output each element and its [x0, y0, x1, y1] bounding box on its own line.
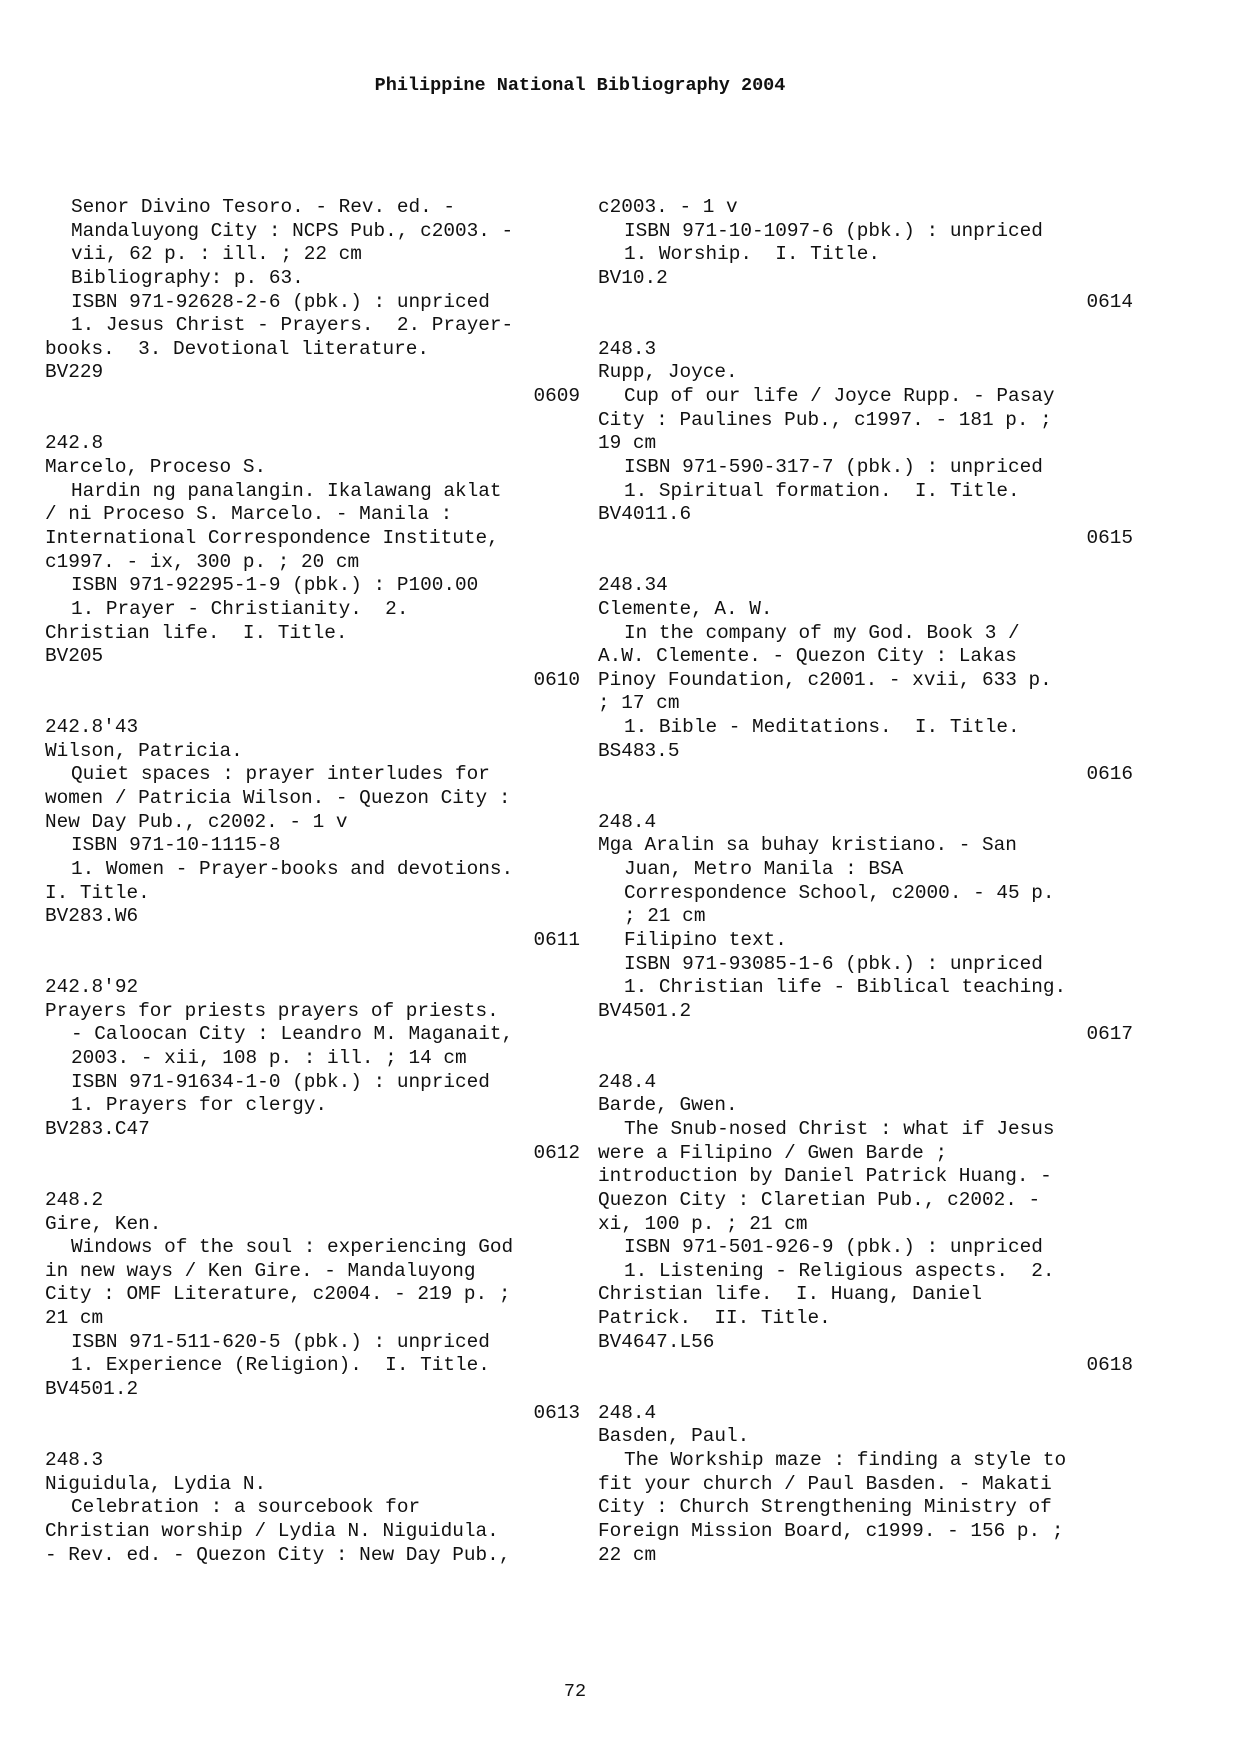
bibliography-line: 1. Worship. I. Title.: [624, 243, 880, 266]
left-column: [45, 196, 580, 1567]
entry-number: 0614: [1086, 290, 1133, 313]
bibliography-line: City : Church Strengthening Ministry of: [598, 1496, 1052, 1519]
bibliography-line: Quezon City : Claretian Pub., c2002. -: [598, 1188, 1041, 1211]
bibliography-line: Patrick. II. Title.: [598, 1307, 831, 1330]
entry-number: 0609: [533, 385, 580, 408]
bibliography-line: in new ways / Ken Gire. - Mandaluyong: [45, 1259, 476, 1282]
bibliography-line: The Workship maze : finding a style to: [624, 1448, 1067, 1471]
bibliography-line: New Day Pub., c2002. - 1 v: [45, 810, 348, 833]
bibliography-line: Marcelo, Proceso S.: [45, 456, 267, 479]
bibliography-line: Windows of the soul : experiencing God: [71, 1236, 514, 1259]
bibliography-line: introduction by Daniel Patrick Huang. -: [598, 1165, 1052, 1188]
bibliography-line: [45, 692, 580, 716]
entry-number: 0617: [1086, 1023, 1133, 1046]
bibliography-line: Prayers for priests prayers of priests.: [45, 999, 499, 1022]
bibliography-line: Christian life. I. Huang, Daniel: [598, 1283, 982, 1306]
bibliography-line: 1. Prayers for clergy.: [71, 1094, 327, 1117]
bibliography-line: Christian life. I. Title.: [45, 621, 348, 644]
bibliography-line: - Caloocan City : Leandro M. Maganait,: [71, 1023, 514, 1046]
bibliography-line: 1. Christian life - Biblical teaching.: [624, 976, 1067, 999]
entry-number: 0613: [533, 1401, 580, 1424]
bibliography-line: Hardin ng panalangin. Ikalawang aklat: [71, 479, 502, 502]
bibliography-line: 242.8'43: [45, 716, 139, 739]
bibliography-line: [598, 787, 1133, 811]
bibliography-line: Wilson, Patricia.: [45, 739, 243, 762]
bibliography-line: 19 cm: [598, 432, 657, 455]
bibliography-line: I. Title.: [45, 881, 150, 904]
bibliography-line: 242.8: [45, 432, 104, 455]
entry-number: 0615: [1086, 526, 1133, 549]
bibliography-line: International Correspondence Institute,: [45, 526, 499, 549]
bibliography-line: c1997. - ix, 300 p. ; 20 cm: [45, 550, 360, 573]
bibliography-line: Niguidula, Lydia N.: [45, 1472, 267, 1495]
bibliography-line: women / Patricia Wilson. - Quezon City :: [45, 787, 511, 810]
bibliography-line: Celebration : a sourcebook for: [71, 1496, 421, 1519]
bibliography-line: ISBN 971-501-926-9 (pbk.) : unpriced: [624, 1236, 1043, 1259]
bibliography-line: ISBN 971-10-1097-6 (pbk.) : unpriced: [624, 219, 1043, 242]
page-number: 72: [563, 1681, 587, 1702]
bibliography-line: ISBN 971-511-620-5 (pbk.) : unpriced: [71, 1330, 490, 1353]
bibliography-line: 248.3: [45, 1448, 104, 1471]
bibliography-line: 242.8'92: [45, 976, 139, 999]
bibliography-line: 1. Experience (Religion). I. Title.: [71, 1354, 490, 1377]
bibliography-line: City : OMF Literature, c2004. - 219 p. ;: [45, 1283, 511, 1306]
bibliography-line: BV283.W6: [45, 905, 139, 928]
bibliography-line: ISBN 971-92295-1-9 (pbk.) : P100.00: [71, 574, 479, 597]
bibliography-line: ISBN 971-91634-1-0 (pbk.) : unpriced: [71, 1070, 490, 1093]
bibliography-line: ISBN 971-10-1115-8: [71, 834, 281, 857]
bibliography-line: Clemente, A. W.: [598, 597, 773, 620]
entry-number: 0618: [1086, 1354, 1133, 1377]
bibliography-line: Cup of our life / Joyce Rupp. - Pasay: [624, 385, 1055, 408]
bibliography-line: Correspondence School, c2000. - 45 p.: [624, 881, 1055, 904]
bibliography-line: Juan, Metro Manila : BSA: [624, 857, 904, 880]
bibliography-line: [598, 1047, 1133, 1071]
entry-number: 0616: [1086, 763, 1133, 786]
bibliography-line: Bibliography: p. 63.: [71, 266, 304, 289]
bibliography-line: 248.4: [598, 1401, 657, 1424]
bibliography-line: ; 21 cm: [624, 905, 706, 928]
entry-number: 0610: [533, 668, 580, 691]
bibliography-line: BV4501.2: [598, 999, 692, 1022]
bibliography-line: 1. Prayer - Christianity. 2.: [71, 597, 409, 620]
bibliography-line: In the company of my God. Book 3 /: [624, 621, 1020, 644]
bibliography-line: xi, 100 p. ; 21 cm: [598, 1212, 808, 1235]
bibliography-line: ; 17 cm: [598, 692, 680, 715]
bibliography-line: [45, 409, 580, 433]
bibliography-line: 1. Listening - Religious aspects. 2.: [624, 1259, 1055, 1282]
bibliography-line: City : Paulines Pub., c1997. - 181 p. ;: [598, 408, 1052, 431]
bibliography-line: 1. Spiritual formation. I. Title.: [624, 479, 1020, 502]
bibliography-line: - Rev. ed. - Quezon City : New Day Pub.,: [45, 1543, 511, 1566]
bibliography-line: books. 3. Devotional literature.: [45, 337, 429, 360]
page-title: Philippine National Bibliography 2004: [374, 75, 786, 96]
bibliography-line: BS483.5: [598, 739, 680, 762]
bibliography-line: 248.2: [45, 1188, 104, 1211]
bibliography-line: Barde, Gwen.: [598, 1094, 738, 1117]
bibliography-line: BV229: [45, 361, 104, 384]
bibliography-line: BV10.2: [598, 266, 668, 289]
bibliography-line: The Snub-nosed Christ : what if Jesus: [624, 1117, 1055, 1140]
entry-number: 0612: [533, 1141, 580, 1164]
bibliography-line: fit your church / Paul Basden. - Makati: [598, 1472, 1052, 1495]
right-column: [598, 196, 1133, 1567]
bibliography-line: Mandaluyong City : NCPS Pub., c2003. -: [71, 219, 514, 242]
bibliography-line: Foreign Mission Board, c1999. - 156 p. ;: [598, 1519, 1064, 1542]
bibliography-line: ISBN 971-92628-2-6 (pbk.) : unpriced: [71, 290, 490, 313]
bibliography-line: Quiet spaces : prayer interludes for: [71, 763, 490, 786]
bibliography-line: ISBN 971-93085-1-6 (pbk.) : unpriced: [624, 952, 1043, 975]
bibliography-line: / ni Proceso S. Marcelo. - Manila :: [45, 503, 453, 526]
bibliography-line: 1. Bible - Meditations. I. Title.: [624, 716, 1020, 739]
bibliography-line: Senor Divino Tesoro. - Rev. ed. -: [71, 196, 455, 218]
bibliography-line: 248.4: [598, 1070, 657, 1093]
bibliography-line: [598, 1378, 1133, 1402]
bibliography-line: 22 cm: [598, 1543, 657, 1566]
bibliography-line: Christian worship / Lydia N. Niguidula.: [45, 1519, 499, 1542]
bibliography-line: c2003. - 1 v: [598, 196, 738, 218]
bibliography-line: BV283.C47: [45, 1117, 150, 1140]
bibliography-line: 248.4: [598, 810, 657, 833]
entry-number: 0611: [533, 928, 580, 951]
bibliography-line: BV4011.6: [598, 503, 692, 526]
bibliography-line: Rupp, Joyce.: [598, 361, 738, 384]
bibliography-line: Filipino text.: [624, 928, 787, 951]
bibliography-line: 248.34: [598, 574, 668, 597]
bibliography-line: 2003. - xii, 108 p. : ill. ; 14 cm: [71, 1047, 467, 1070]
bibliography-line: Mga Aralin sa buhay kristiano. - San: [598, 834, 1017, 857]
bibliography-line: A.W. Clemente. - Quezon City : Lakas: [598, 645, 1017, 668]
bibliography-line: 21 cm: [45, 1307, 104, 1330]
bibliography-line: [598, 551, 1133, 575]
bibliography-line: [598, 314, 1133, 338]
bibliography-line: 1. Women - Prayer-books and devotions.: [71, 857, 514, 880]
bibliography-line: [45, 1425, 580, 1449]
bibliography-line: [45, 1165, 580, 1189]
bibliography-line: Pinoy Foundation, c2001. - xvii, 633 p.: [598, 668, 1052, 691]
bibliography-line: BV4647.L56: [598, 1330, 715, 1353]
bibliography-line: BV205: [45, 645, 104, 668]
bibliography-line: [45, 953, 580, 977]
bibliography-line: Basden, Paul.: [598, 1425, 750, 1448]
bibliography-line: 1. Jesus Christ - Prayers. 2. Prayer-: [71, 314, 514, 337]
bibliography-line: were a Filipino / Gwen Barde ;: [598, 1141, 948, 1164]
bibliography-line: vii, 62 p. : ill. ; 22 cm: [71, 243, 362, 266]
bibliography-line: 248.3: [598, 337, 657, 360]
bibliography-line: ISBN 971-590-317-7 (pbk.) : unpriced: [624, 456, 1043, 479]
bibliography-line: BV4501.2: [45, 1378, 139, 1401]
bibliography-line: Gire, Ken.: [45, 1212, 162, 1235]
